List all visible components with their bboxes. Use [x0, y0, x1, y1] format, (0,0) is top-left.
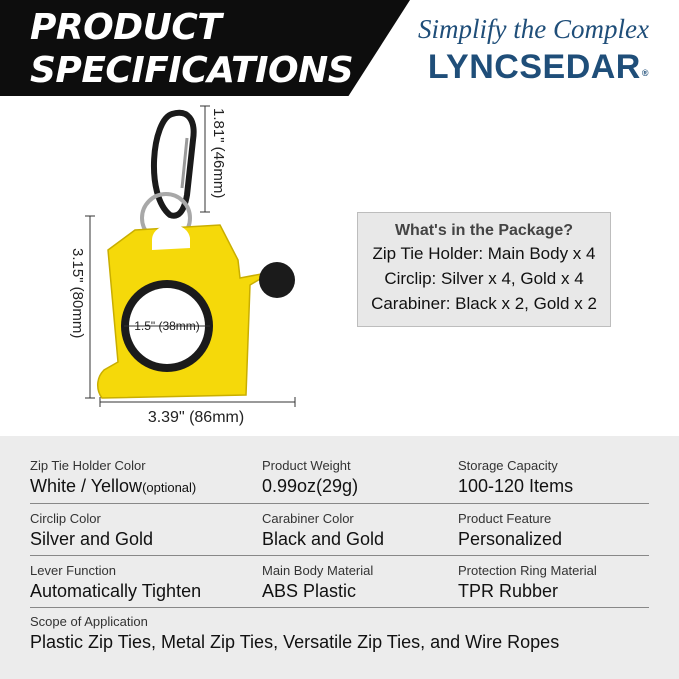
spec-value: Black and Gold	[262, 529, 385, 549]
spec-body-material	[262, 563, 373, 603]
spec-label: Product Feature	[458, 511, 552, 526]
brand-logo	[428, 48, 649, 86]
zip-tie-holder-body	[98, 225, 295, 398]
spec-value-note: (optional)	[142, 480, 197, 495]
spec-storage-capacity	[458, 458, 573, 498]
spec-label: Scope of Application	[30, 614, 148, 629]
spec-scope-of-application	[30, 614, 559, 654]
specifications-panel	[0, 436, 679, 679]
spec-value: TPR Rubber	[458, 581, 559, 601]
header-banner	[0, 0, 679, 96]
spec-row	[30, 614, 649, 666]
spec-value: ABS Plastic	[262, 581, 357, 601]
row-divider	[30, 503, 649, 504]
carabiner-height-label: 1.81" (46mm)	[210, 108, 227, 199]
spec-label: Lever Function	[30, 563, 116, 578]
body-width-label: 3.39" (86mm)	[147, 409, 245, 426]
spec-value: Automatically Tighten	[30, 581, 202, 601]
title-line-2: SPECIFICATIONS	[30, 50, 354, 91]
row-divider	[30, 607, 649, 608]
page-title	[30, 6, 353, 92]
spec-circlip-color	[30, 511, 153, 551]
spec-value: Personalized	[458, 529, 563, 549]
spec-product-feature	[458, 511, 562, 551]
product-illustration	[60, 100, 320, 430]
spec-value: Silver and Gold	[30, 529, 154, 549]
spec-label: Storage Capacity	[458, 458, 558, 473]
package-contents-box	[357, 212, 611, 327]
spec-value: 0.99oz(29g)	[262, 476, 359, 496]
lever-button-icon	[259, 262, 295, 298]
spec-label: Carabiner Color	[262, 511, 354, 526]
spec-label: Circlip Color	[30, 511, 101, 526]
registered-mark: ®	[641, 68, 649, 78]
spec-value: 100-120 Items	[458, 476, 574, 496]
body-height-label: 3.15" (80mm)	[69, 248, 86, 339]
spec-carabiner-color	[262, 511, 384, 551]
spec-holder-color	[30, 458, 196, 500]
package-item: Circlip: Silver x 4, Gold x 4	[384, 269, 584, 288]
package-title: What's in the Package?	[394, 222, 574, 239]
spec-label: Main Body Material	[262, 563, 374, 578]
spec-value	[30, 474, 196, 500]
brand-name: LYNCSEDAR	[427, 48, 641, 86]
title-line-1: PRODUCT	[30, 7, 222, 48]
brand-slogan: Simplify the Complex	[418, 14, 649, 44]
spec-value: Plastic Zip Ties, Metal Zip Ties, Versatile Zip Ties, and Wire Ropes	[30, 632, 560, 652]
spec-product-weight	[262, 458, 358, 498]
spec-label: Product Weight	[262, 458, 351, 473]
spec-label: Protection Ring Material	[458, 563, 597, 578]
carabiner-icon	[154, 113, 194, 216]
spec-label: Zip Tie Holder Color	[30, 458, 146, 473]
row-divider	[30, 555, 649, 556]
spec-lever-function	[30, 563, 201, 603]
package-item: Zip Tie Holder: Main Body x 4	[372, 244, 596, 263]
spec-value-text: White / Yellow	[30, 476, 143, 496]
spec-ring-material	[458, 563, 597, 603]
ring-diameter-label: 1.5" (38mm)	[134, 319, 200, 333]
package-item: Carabiner: Black x 2, Gold x 2	[371, 294, 597, 313]
